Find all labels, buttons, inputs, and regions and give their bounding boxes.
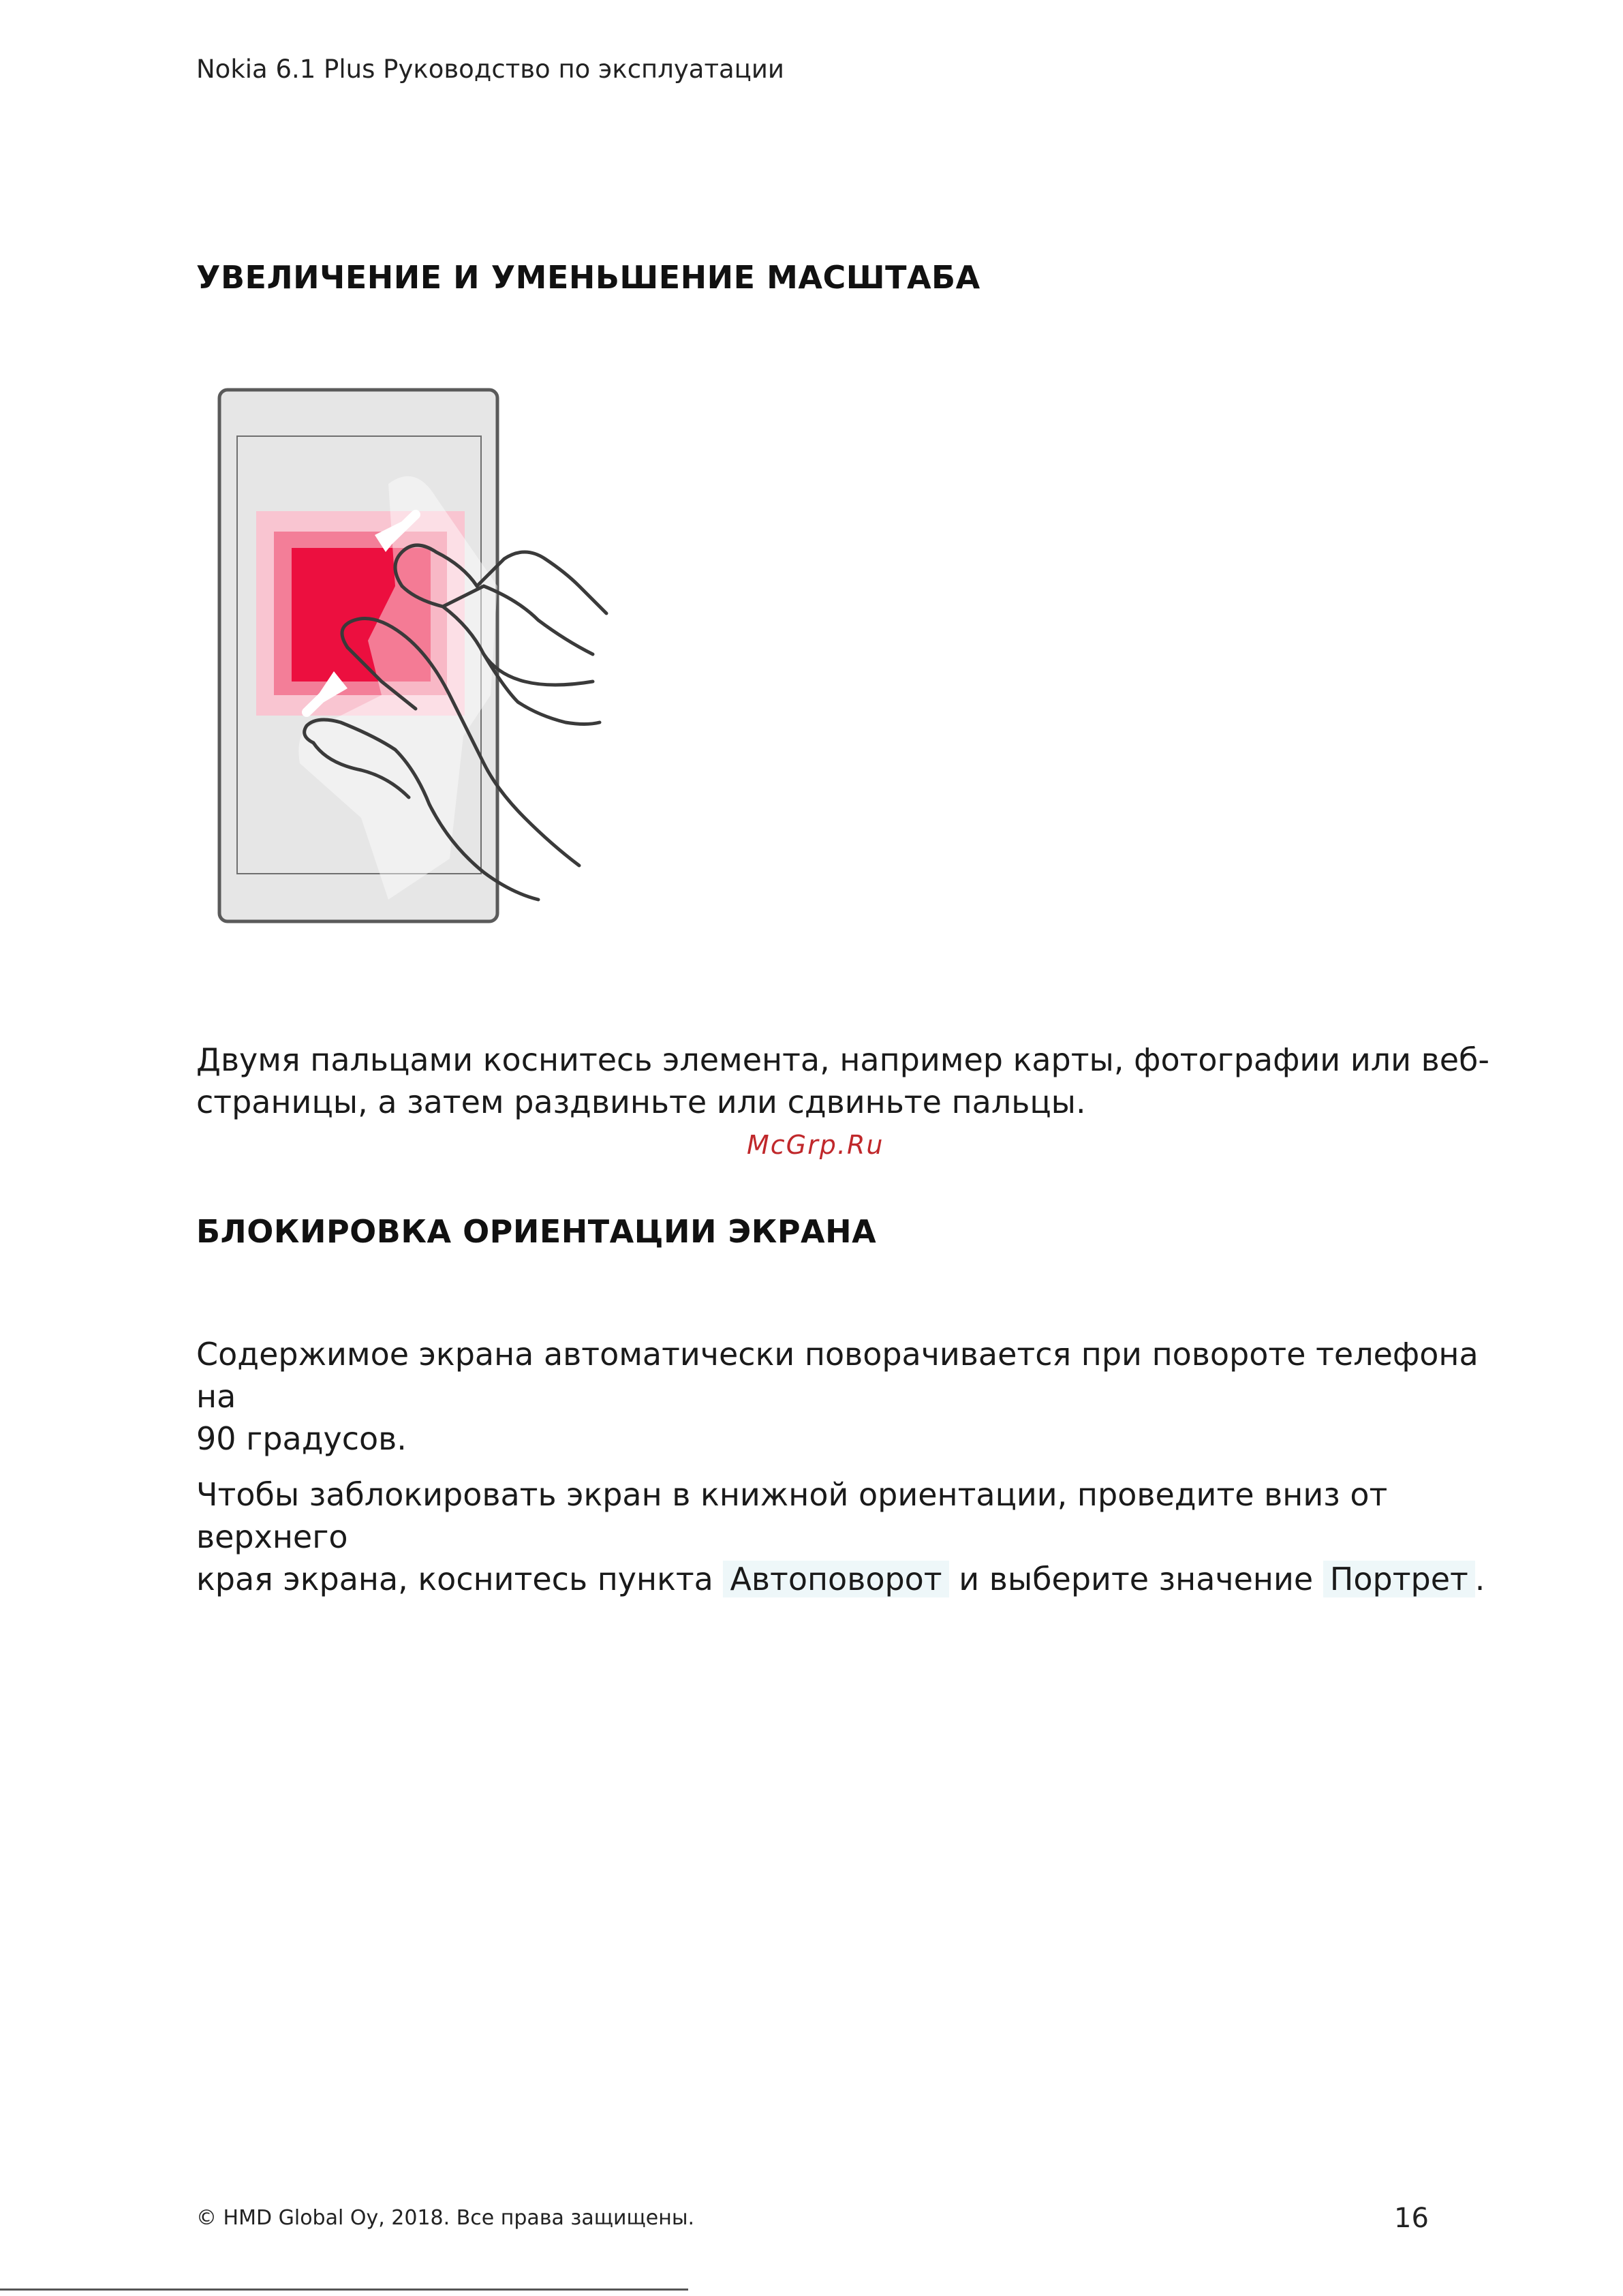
orientation-paragraph-1-line2: 90 градусов. — [196, 1420, 407, 1457]
section-heading-orientation: БЛОКИРОВКА ОРИЕНТАЦИИ ЭКРАНА — [196, 1213, 877, 1250]
line2-text-a: края экрана, коснитесь пункта — [196, 1561, 713, 1597]
watermark: McGrp.Ru — [747, 1130, 884, 1160]
footer-copyright: © HMD Global Oy, 2018. Все права защищены. — [196, 2206, 695, 2230]
zoom-paragraph-line1: Двумя пальцами коснитесь элемента, например карты, фотографии или веб- — [196, 1041, 1490, 1078]
footer-page-number: 16 — [1394, 2203, 1429, 2234]
orientation-paragraph-1-line1: Содержимое экрана автоматически поворачивается при повороте телефона на — [196, 1336, 1479, 1415]
document-header: Nokia 6.1 Plus Руководство по эксплуатации — [196, 55, 784, 84]
ui-term-portrait: Портрет — [1323, 1561, 1475, 1597]
line2-text-b: и выберите значение — [959, 1561, 1314, 1597]
ui-term-autorotate: Автоповорот — [723, 1561, 948, 1597]
line2-text-c: . — [1474, 1561, 1485, 1597]
zoom-paragraph-line2: страницы, а затем раздвиньте или сдвиньте пальцы. — [196, 1084, 1086, 1120]
pinch-zoom-illustration — [211, 382, 620, 927]
bottom-rule — [0, 2289, 688, 2291]
orientation-paragraph-2-line2 — [196, 1558, 1491, 1600]
orientation-paragraph-2 — [196, 1473, 1491, 1600]
zoom-paragraph — [196, 1039, 1491, 1123]
section-heading-zoom: УВЕЛИЧЕНИЕ И УМЕНЬШЕНИЕ МАСШТАБА — [196, 259, 980, 296]
orientation-paragraph-1 — [196, 1333, 1491, 1460]
orientation-paragraph-2-line1: Чтобы заблокировать экран в книжной ориентации, проведите вниз от верхнего — [196, 1476, 1388, 1555]
